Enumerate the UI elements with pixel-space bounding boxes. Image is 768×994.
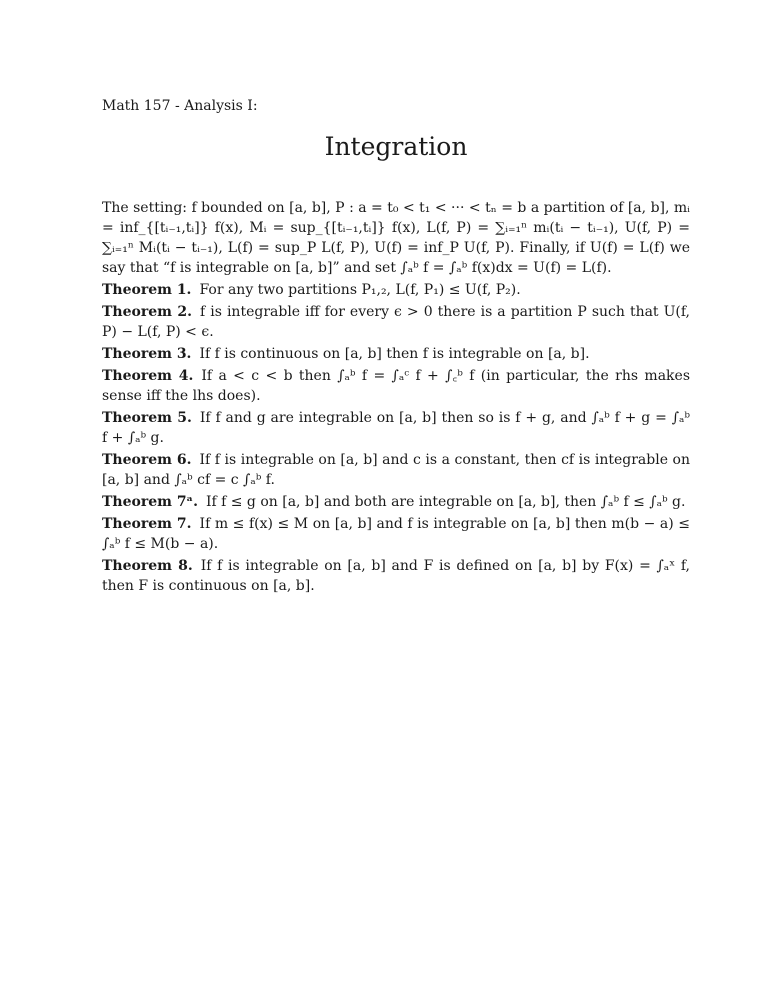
page-title: Integration — [324, 132, 468, 161]
theorem-label: Theorem 8. — [102, 558, 193, 574]
theorem-text: If f is continuous on [a, b] then f is integrable on [a, b]. — [199, 346, 590, 362]
document-page — [102, 96, 690, 598]
theorem-text: If f is integrable on [a, b] and F is defined on [a, b] by F(x) = ∫ₐˣ f, then F is continuous on [a, b]. — [102, 558, 690, 594]
theorem-7 — [102, 514, 690, 554]
theorem-5 — [102, 408, 690, 448]
theorem-label: Theorem 7ᵃ. — [102, 494, 198, 510]
theorem-label: Theorem 5. — [102, 410, 192, 426]
theorem-label: Theorem 6. — [102, 452, 192, 468]
theorem-3 — [102, 344, 690, 364]
theorem-text: If a < c < b then ∫ₐᵇ f = ∫ₐᶜ f + ∫꜀ᵇ f (in particular, the rhs makes sense iff the lhs does). — [102, 368, 691, 404]
course-header: Math 157 - Analysis I: — [102, 98, 258, 114]
theorem-8 — [102, 556, 690, 596]
theorem-text: If m ≤ f(x) ≤ M on [a, b] and f is integrable on [a, b] then m(b − a) ≤ ∫ₐᵇ f ≤ M(b − a). — [102, 516, 690, 552]
theorem-label: Theorem 7. — [102, 516, 192, 532]
theorem-label: Theorem 3. — [102, 346, 192, 362]
theorem-6 — [102, 450, 690, 490]
theorem-text: For any two partitions P₁,₂, L(f, P₁) ≤ U(f, P₂). — [199, 282, 521, 298]
theorem-2 — [102, 302, 690, 342]
theorem-label: Theorem 1. — [102, 282, 192, 298]
theorem-label: Theorem 2. — [102, 304, 193, 320]
theorem-1 — [102, 280, 690, 300]
theorem-4 — [102, 366, 690, 406]
theorem-text: If f ≤ g on [a, b] and both are integrable on [a, b], then ∫ₐᵇ f ≤ ∫ₐᵇ g. — [205, 494, 686, 510]
theorem-label: Theorem 4. — [102, 368, 194, 384]
setting-paragraph: The setting: f bounded on [a, b], P : a = t₀ < t₁ < ··· < tₙ = b a partition of [a, b], mᵢ = inf_{[tᵢ₋₁,tᵢ]} f(x), Mᵢ = sup_{[tᵢ₋₁,tᵢ]} f(x), L(f, P) = ∑ᵢ₌₁ⁿ mᵢ(tᵢ − tᵢ₋₁), U(f, P) = ∑ᵢ₌₁ⁿ Mᵢ(tᵢ − tᵢ₋₁), L(f) = sup_P L(f, P), U(f) = inf_P U(f, P). Finally, if U(f) = L(f) we say that “f is integrable on [a, b]” and set ∫ₐᵇ f = ∫ₐᵇ f(x)dx = U(f) = L(f). — [102, 200, 690, 276]
theorem-text: If f and g are integrable on [a, b] then so is f + g, and ∫ₐᵇ f + g = ∫ₐᵇ f + ∫ₐᵇ g. — [102, 410, 690, 446]
theorem-text: f is integrable iff for every ϵ > 0 there is a partition P such that U(f, P) − L(f, P) < ϵ. — [102, 304, 690, 340]
document-body — [102, 198, 690, 596]
theorem-7a — [102, 492, 690, 512]
theorem-text: If f is integrable on [a, b] and c is a constant, then cf is integrable on [a, b] and ∫ₐᵇ cf = c ∫ₐᵇ f. — [102, 452, 690, 488]
